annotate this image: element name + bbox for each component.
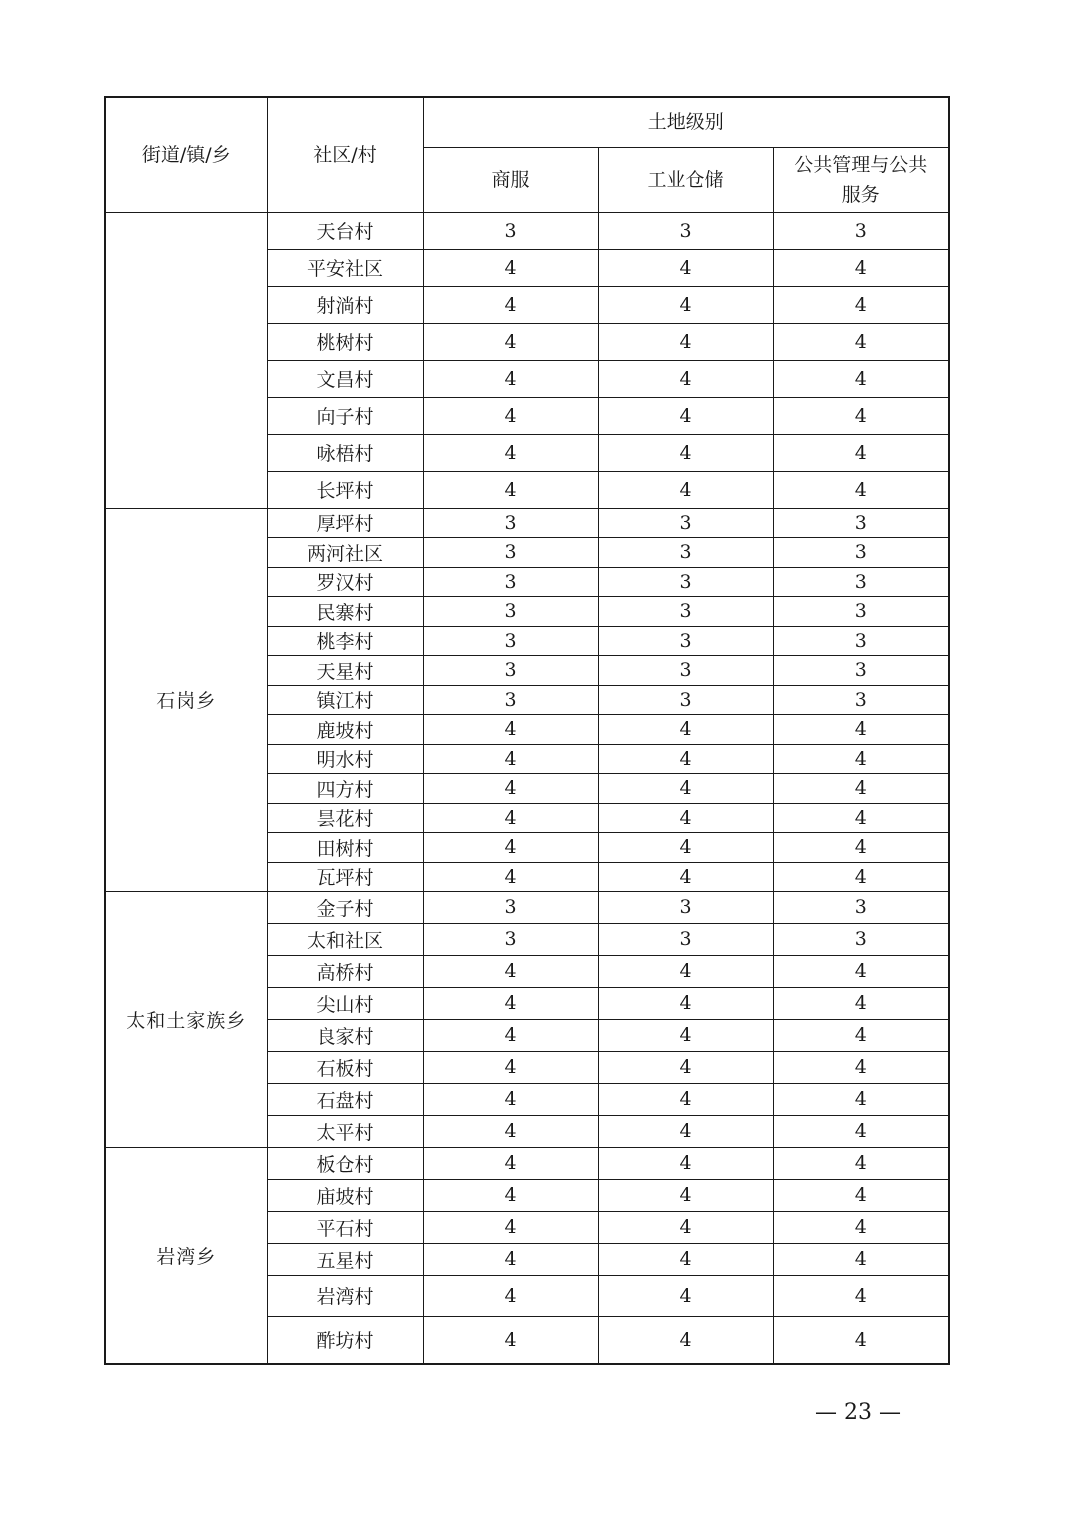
public-level-cell: 4 — [773, 1083, 949, 1115]
public-level-cell: 4 — [773, 987, 949, 1019]
industrial-level-cell: 3 — [598, 685, 773, 714]
community-cell: 板仓村 — [267, 1147, 423, 1179]
commercial-level-cell: 3 — [423, 537, 598, 567]
public-level-cell: 3 — [773, 508, 949, 537]
commercial-level-cell: 4 — [423, 987, 598, 1019]
community-cell: 石盘村 — [267, 1083, 423, 1115]
public-level-cell: 3 — [773, 891, 949, 923]
table-row — [105, 1147, 949, 1179]
table-row — [105, 508, 949, 537]
commercial-level-cell: 4 — [423, 1051, 598, 1083]
commercial-level-cell: 4 — [423, 397, 598, 434]
industrial-level-cell: 4 — [598, 955, 773, 987]
commercial-level-cell: 4 — [423, 434, 598, 471]
community-cell: 镇江村 — [267, 685, 423, 714]
commercial-level-cell: 4 — [423, 803, 598, 832]
community-cell: 向子村 — [267, 397, 423, 434]
community-cell: 咏梧村 — [267, 434, 423, 471]
industrial-level-cell: 3 — [598, 626, 773, 655]
industrial-level-cell: 4 — [598, 249, 773, 286]
community-cell: 五星村 — [267, 1243, 423, 1275]
industrial-level-cell: 4 — [598, 360, 773, 397]
community-cell: 罗汉村 — [267, 567, 423, 596]
industrial-level-cell: 4 — [598, 1275, 773, 1316]
public-level-cell: 4 — [773, 714, 949, 744]
commercial-level-cell: 4 — [423, 862, 598, 891]
commercial-level-cell: 4 — [423, 1275, 598, 1316]
public-level-cell: 3 — [773, 626, 949, 655]
community-cell: 瓦坪村 — [267, 862, 423, 891]
street-cell: 太和土家族乡 — [105, 891, 267, 1147]
public-level-cell: 4 — [773, 1179, 949, 1211]
commercial-level-cell: 4 — [423, 1179, 598, 1211]
community-cell: 平安社区 — [267, 249, 423, 286]
community-cell: 天台村 — [267, 212, 423, 249]
community-cell: 四方村 — [267, 773, 423, 803]
community-cell: 厚坪村 — [267, 508, 423, 537]
public-level-cell: 4 — [773, 955, 949, 987]
industrial-level-cell: 4 — [598, 832, 773, 862]
public-level-cell: 4 — [773, 323, 949, 360]
table-header — [105, 97, 949, 212]
industrial-level-cell: 4 — [598, 286, 773, 323]
community-cell: 两河社区 — [267, 537, 423, 567]
public-level-cell: 4 — [773, 1051, 949, 1083]
public-level-cell: 4 — [773, 744, 949, 773]
industrial-level-cell: 4 — [598, 744, 773, 773]
industrial-level-cell: 4 — [598, 714, 773, 744]
public-level-cell: 3 — [773, 567, 949, 596]
public-level-cell: 3 — [773, 537, 949, 567]
community-cell: 平石村 — [267, 1211, 423, 1243]
public-level-cell: 4 — [773, 1019, 949, 1051]
public-level-cell: 4 — [773, 773, 949, 803]
header-street: 街道/镇/乡 — [105, 97, 267, 212]
commercial-level-cell: 4 — [423, 249, 598, 286]
table-row — [105, 891, 949, 923]
public-level-cell: 4 — [773, 862, 949, 891]
public-level-cell: 4 — [773, 286, 949, 323]
commercial-level-cell: 3 — [423, 596, 598, 626]
commercial-level-cell: 4 — [423, 1083, 598, 1115]
commercial-level-cell: 4 — [423, 1211, 598, 1243]
header-land-level: 土地级别 — [423, 97, 949, 147]
public-level-cell: 3 — [773, 596, 949, 626]
industrial-level-cell: 4 — [598, 1179, 773, 1211]
community-cell: 太和社区 — [267, 923, 423, 955]
public-level-cell: 4 — [773, 360, 949, 397]
community-cell: 桃李村 — [267, 626, 423, 655]
industrial-level-cell: 4 — [598, 397, 773, 434]
public-level-cell: 4 — [773, 832, 949, 862]
public-level-cell: 3 — [773, 923, 949, 955]
industrial-level-cell: 4 — [598, 1115, 773, 1147]
commercial-level-cell: 4 — [423, 360, 598, 397]
industrial-level-cell: 4 — [598, 1019, 773, 1051]
header-commercial: 商服 — [423, 147, 598, 212]
community-cell: 天星村 — [267, 655, 423, 685]
commercial-level-cell: 4 — [423, 773, 598, 803]
industrial-level-cell: 3 — [598, 891, 773, 923]
community-cell: 鹿坡村 — [267, 714, 423, 744]
public-level-cell: 4 — [773, 1275, 949, 1316]
industrial-level-cell: 3 — [598, 923, 773, 955]
industrial-level-cell: 3 — [598, 655, 773, 685]
public-level-cell: 4 — [773, 1147, 949, 1179]
industrial-level-cell: 3 — [598, 537, 773, 567]
community-cell: 昙花村 — [267, 803, 423, 832]
commercial-level-cell: 4 — [423, 1019, 598, 1051]
community-cell: 金子村 — [267, 891, 423, 923]
community-cell: 田树村 — [267, 832, 423, 862]
industrial-level-cell: 4 — [598, 987, 773, 1019]
community-cell: 长坪村 — [267, 471, 423, 508]
table-row — [105, 212, 949, 249]
industrial-level-cell: 4 — [598, 471, 773, 508]
industrial-level-cell: 4 — [598, 1147, 773, 1179]
public-level-cell: 4 — [773, 1243, 949, 1275]
public-level-cell: 4 — [773, 1211, 949, 1243]
page-number: — 23 — — [815, 1400, 901, 1425]
commercial-level-cell: 4 — [423, 1316, 598, 1364]
commercial-level-cell: 4 — [423, 1115, 598, 1147]
industrial-level-cell: 3 — [598, 508, 773, 537]
industrial-level-cell: 4 — [598, 1211, 773, 1243]
community-cell: 文昌村 — [267, 360, 423, 397]
commercial-level-cell: 3 — [423, 567, 598, 596]
community-cell: 明水村 — [267, 744, 423, 773]
public-level-cell: 4 — [773, 471, 949, 508]
industrial-level-cell: 3 — [598, 212, 773, 249]
public-level-cell: 3 — [773, 655, 949, 685]
industrial-level-cell: 4 — [598, 773, 773, 803]
header-public: 公共管理与公共服务 — [773, 147, 949, 212]
industrial-level-cell: 4 — [598, 862, 773, 891]
street-cell: 石岗乡 — [105, 508, 267, 891]
public-level-cell: 4 — [773, 249, 949, 286]
community-cell: 石板村 — [267, 1051, 423, 1083]
industrial-level-cell: 4 — [598, 1083, 773, 1115]
public-level-cell: 4 — [773, 1316, 949, 1364]
public-level-cell: 4 — [773, 803, 949, 832]
industrial-level-cell: 4 — [598, 323, 773, 360]
public-level-cell: 4 — [773, 1115, 949, 1147]
commercial-level-cell: 3 — [423, 626, 598, 655]
commercial-level-cell: 4 — [423, 714, 598, 744]
public-level-cell: 3 — [773, 685, 949, 714]
community-cell: 射淌村 — [267, 286, 423, 323]
commercial-level-cell: 4 — [423, 471, 598, 508]
commercial-level-cell: 3 — [423, 508, 598, 537]
community-cell: 岩湾村 — [267, 1275, 423, 1316]
header-community: 社区/村 — [267, 97, 423, 212]
street-cell: 岩湾乡 — [105, 1147, 267, 1364]
industrial-level-cell: 3 — [598, 596, 773, 626]
community-cell: 太平村 — [267, 1115, 423, 1147]
public-level-cell: 4 — [773, 434, 949, 471]
community-cell: 酢坊村 — [267, 1316, 423, 1364]
industrial-level-cell: 4 — [598, 1243, 773, 1275]
commercial-level-cell: 3 — [423, 212, 598, 249]
community-cell: 庙坡村 — [267, 1179, 423, 1211]
industrial-level-cell: 4 — [598, 434, 773, 471]
community-cell: 高桥村 — [267, 955, 423, 987]
commercial-level-cell: 4 — [423, 1243, 598, 1275]
commercial-level-cell: 3 — [423, 923, 598, 955]
commercial-level-cell: 4 — [423, 323, 598, 360]
community-cell: 桃树村 — [267, 323, 423, 360]
industrial-level-cell: 3 — [598, 567, 773, 596]
public-level-cell: 4 — [773, 397, 949, 434]
header-industrial: 工业仓储 — [598, 147, 773, 212]
commercial-level-cell: 4 — [423, 286, 598, 323]
table-body — [105, 212, 949, 1364]
community-cell: 尖山村 — [267, 987, 423, 1019]
commercial-level-cell: 3 — [423, 685, 598, 714]
commercial-level-cell: 3 — [423, 891, 598, 923]
industrial-level-cell: 4 — [598, 803, 773, 832]
commercial-level-cell: 4 — [423, 955, 598, 987]
community-cell: 良家村 — [267, 1019, 423, 1051]
industrial-level-cell: 4 — [598, 1316, 773, 1364]
street-cell — [105, 212, 267, 508]
community-cell: 民寨村 — [267, 596, 423, 626]
commercial-level-cell: 3 — [423, 655, 598, 685]
land-level-table — [104, 96, 950, 1365]
commercial-level-cell: 4 — [423, 832, 598, 862]
commercial-level-cell: 4 — [423, 744, 598, 773]
commercial-level-cell: 4 — [423, 1147, 598, 1179]
industrial-level-cell: 4 — [598, 1051, 773, 1083]
public-level-cell: 3 — [773, 212, 949, 249]
